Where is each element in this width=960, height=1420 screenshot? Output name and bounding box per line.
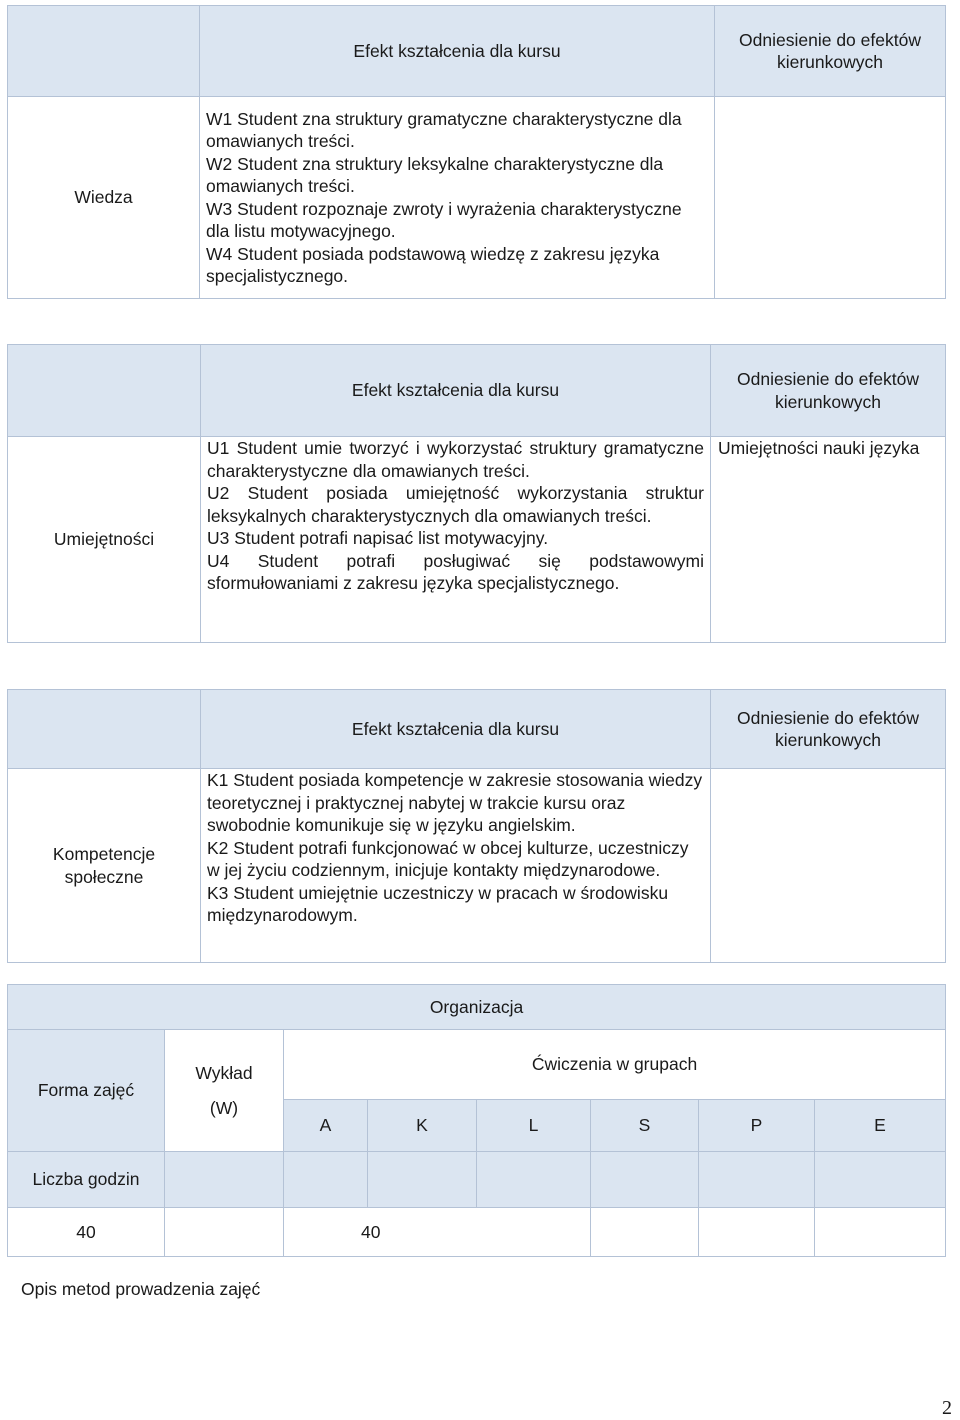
umiejetnosci-effects: U1 Student umie tworzyć i wykorzystać struktury gramatyczne charakterystyczne dla omawianych treści. U2 Student posiada umiejętność wykorzystania struktur leksykalnych charakterystycznych dla omawianych treści. U3 Student potrafi napisać list motywacyjny. U4 Student potrafi posługiwać się podstawowymi sformułowaniami z zakresu języka specjalistycznego. [207, 438, 704, 593]
odniesienie-header: Odniesienie do efektów kierunkowych [711, 345, 946, 437]
page-number: 2 [942, 1397, 952, 1419]
organizacja-title: Organizacja [8, 985, 946, 1030]
wiedza-reference [715, 97, 946, 299]
wyklad-hours: 40 [8, 1208, 165, 1257]
umiejetnosci-reference: Umiejętności nauki języka [718, 438, 920, 458]
opis-metod-label: Opis metod prowadzenia zajęć [21, 1279, 261, 1299]
cwiczenia-label: Ćwiczenia w grupach [284, 1030, 946, 1100]
cwiczenia-hours: 40 [284, 1208, 591, 1257]
group-e: E [815, 1100, 946, 1152]
efekt-header: Efekt kształcenia dla kursu [201, 690, 711, 769]
group-k: K [368, 1100, 477, 1152]
forma-zajec-label: Forma zajęć [8, 1030, 165, 1152]
umiejetnosci-table [7, 344, 946, 643]
wyklad-label: Wykład (W) [195, 1062, 253, 1118]
kompetencje-effects: K1 Student posiada kompetencje w zakresie stosowania wiedzy teoretycznej i praktycznej nabytej w trakcie kursu oraz swobodnie komunikuje się w języku angielskim. K2 Student potrafi funkcjonować w obcej kulturze, uczestniczy w jej życiu codziennym, inicjuje kontakty międzynarodowe. K3 Student umiejętnie uczestniczy w pracach w środowisku międzynarodowym. [207, 770, 703, 925]
kompetencje-table [7, 689, 946, 963]
group-p: P [699, 1100, 815, 1152]
odniesienie-header: Odniesienie do efektów kierunkowych [711, 690, 946, 769]
kompetencje-reference [711, 769, 946, 963]
group-a: A [284, 1100, 368, 1152]
efekt-header: Efekt kształcenia dla kursu [201, 345, 711, 437]
category-umiejetnosci: Umiejętności [8, 437, 201, 643]
category-kompetencje: Kompetencje społeczne [8, 769, 201, 963]
liczba-godzin-label: Liczba godzin [8, 1152, 165, 1208]
category-wiedza: Wiedza [8, 97, 200, 299]
odniesienie-header: Odniesienie do efektów kierunkowych [715, 6, 946, 97]
organizacja-table [7, 984, 946, 1257]
wiedza-effects: W1 Student zna struktury gramatyczne charakterystyczne dla omawianych treści. W2 Student zna struktury leksykalne charakterystyczne dla omawianych treści. W3 Student rozpoznaje zwroty i wyrażenia charakterystyczne dla listu motywacyjnego. W4 Student posiada podstawową wiedzę z zakresu języka specjalistycznego. [200, 97, 715, 299]
group-l: L [477, 1100, 591, 1152]
group-s: S [591, 1100, 699, 1152]
wiedza-table [7, 5, 946, 299]
efekt-header: Efekt kształcenia dla kursu [200, 6, 715, 97]
